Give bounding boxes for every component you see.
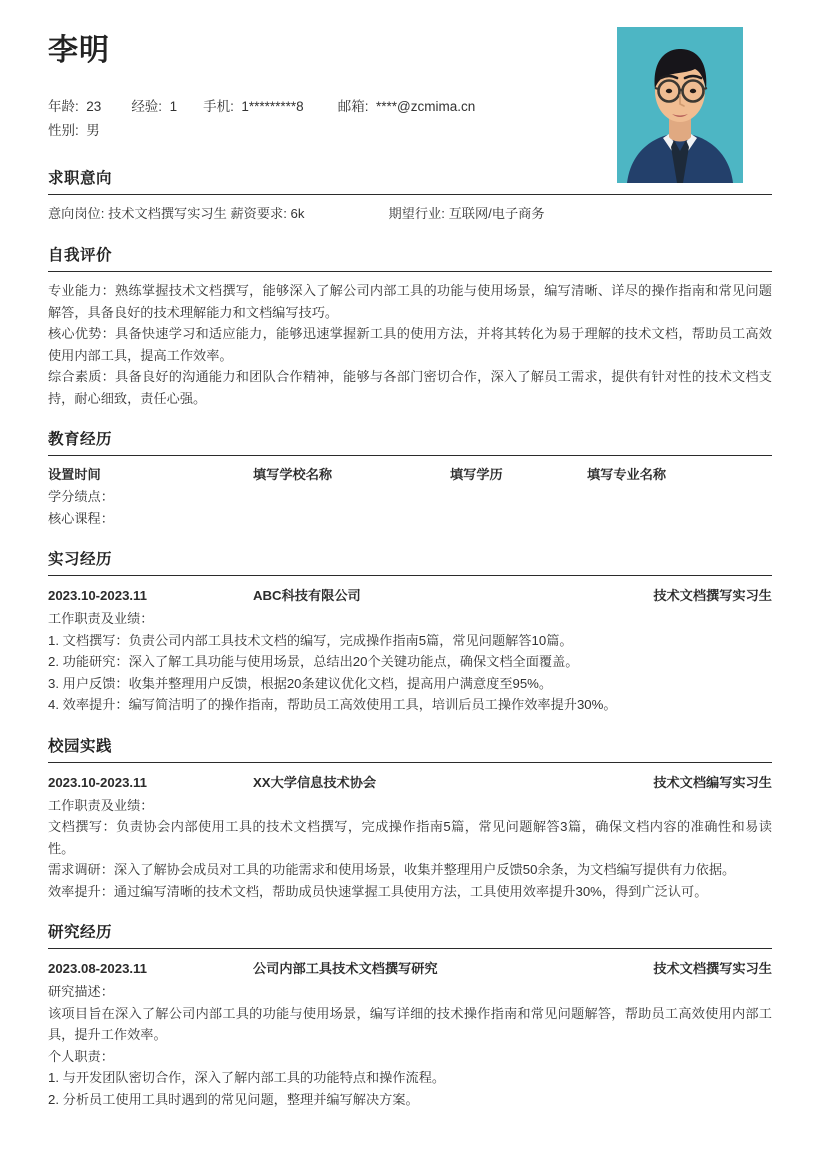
candidate-name: 李明 [48, 34, 110, 67]
education-major-column: 填写专业名称 [587, 467, 667, 482]
intent-position-label: 意向岗位: [48, 206, 105, 221]
section-title-internship: 实习经历 [48, 551, 113, 568]
phone-label: 手机: [203, 99, 234, 114]
spacer [48, 902, 772, 914]
intent-salary-value: 6k [290, 206, 305, 221]
research-duty-label: 个人职责： [48, 1048, 114, 1064]
candidate-photo [617, 27, 743, 183]
internship-bullet: 3. 用户反馈：收集并整理用户反馈，根据20条建议优化文档，提高用户满意度至95%。 [48, 675, 553, 691]
gender-field [48, 119, 100, 143]
section-divider [48, 948, 772, 949]
internship-bullet: 1. 文档撰写：负责公司内部工具技术文档的编写，完成操作指南5篇，常见问题解答10篇。 [48, 632, 573, 648]
experience-value: 1 [169, 99, 178, 114]
research-description: 该项目旨在深入了解公司内部工具的功能与使用场景，编写详细的技术操作指南和常见问题解答，帮助员工高效使用内部工具，提升工作效率。 [48, 1005, 772, 1042]
research-role: 技术文档撰写实习生 [653, 961, 772, 976]
self-evaluation-paragraph: 专业能力：熟练掌握技术文档撰写，能够深入了解公司内部工具的功能与使用场景，编写清晰、详尽的操作指南和常见问题解答，具备良好的技术理解能力和文档编写技巧。 [48, 283, 772, 320]
section-divider [48, 271, 772, 272]
section-title-self-evaluation: 自我评价 [48, 247, 113, 264]
email-field [338, 95, 476, 119]
section-divider [48, 762, 772, 763]
section-research [48, 920, 772, 1110]
section-title-job-intent: 求职意向 [48, 170, 113, 187]
phone-field [203, 95, 304, 119]
gender-label: 性别: [48, 123, 79, 138]
experience-field [131, 95, 177, 119]
campus-paragraph: 效率提升：通过编写清晰的技术文档，帮助成员快速掌握工具使用方法，工具使用效率提升30%，得到广泛认可。 [48, 883, 708, 899]
age-value: 23 [86, 99, 102, 114]
education-gpa-line: 学分绩点： [48, 489, 114, 504]
research-project: 公司内部工具技术文档撰写研究 [253, 961, 438, 976]
phone-value: 1*********8 [241, 99, 304, 114]
age-field [48, 95, 101, 119]
research-entry-header [48, 957, 772, 981]
intent-position-value: 技术文档撰写实习生 [108, 206, 227, 221]
internship-bullet: 2. 功能研究：深入了解工具功能与使用场景，总结出20个关键功能点，确保文档全面覆盖。 [48, 654, 579, 669]
section-title-research: 研究经历 [48, 924, 113, 941]
section-campus-practice [48, 734, 772, 903]
research-description-label: 研究描述： [48, 984, 114, 999]
age-label: 年龄: [48, 99, 79, 114]
education-school-column: 填写学校名称 [253, 467, 333, 482]
spacer [48, 409, 772, 421]
education-row [48, 464, 772, 486]
self-evaluation-paragraph: 综合素质：具备良好的沟通能力和团队合作精神，能够与各部门密切合作，深入了解员工需求，提供有针对性的技术文档支持，耐心细致，责任心强。 [48, 369, 772, 406]
campus-entry-header [48, 771, 772, 795]
self-evaluation-paragraph: 核心优势：具备快速学习和适应能力，能够迅速掌握新工具的使用方法，并将其转化为易于理解的技术文档，帮助员工高效使用内部工具，提高工作效率。 [48, 326, 772, 363]
section-self-evaluation [48, 243, 772, 409]
section-divider [48, 575, 772, 576]
section-divider [48, 194, 772, 195]
section-divider [48, 455, 772, 456]
research-duty: 1. 与开发团队密切合作，深入了解内部工具的功能特点和操作流程。 [48, 1070, 446, 1085]
campus-paragraph: 文档撰写：负责协会内部使用工具的技术文档撰写，完成操作指南5篇，常见问题解答3篇，确保文档内容的准确性和易读性。 [48, 819, 772, 856]
internship-date: 2023.10-2023.11 [48, 588, 148, 603]
internship-subtitle: 工作职责及业绩： [48, 611, 154, 626]
education-time-column: 设置时间 [48, 467, 101, 482]
intent-salary [230, 203, 304, 225]
section-title-campus-practice: 校园实践 [48, 737, 113, 755]
campus-role: 技术文档编写实习生 [653, 774, 772, 790]
spacer [48, 529, 772, 541]
intent-industry-label: 期望行业: [388, 206, 445, 221]
section-education [48, 427, 772, 529]
resume-header [48, 0, 772, 160]
research-duty: 2. 分析员工使用工具时遇到的常见问题，整理并编写解决方案。 [48, 1091, 419, 1107]
education-courses-line: 核心课程： [48, 510, 114, 526]
job-intent-row [48, 203, 772, 225]
intent-position [48, 203, 227, 225]
experience-label: 经验: [131, 99, 163, 114]
intent-industry-value: 互联网/电子商务 [448, 206, 545, 221]
research-date: 2023.08-2023.11 [48, 961, 148, 976]
section-internship [48, 547, 772, 716]
email-value: ****@zcmima.cn [375, 99, 476, 114]
intent-salary-label: 薪资要求: [230, 206, 287, 221]
intent-industry [388, 203, 544, 225]
internship-bullet: 4. 效率提升：编写简洁明了的操作指南，帮助员工高效使用工具，培训后员工操作效率提升30%。 [48, 697, 617, 712]
campus-date: 2023.10-2023.11 [48, 774, 148, 790]
internship-role: 技术文档撰写实习生 [653, 588, 772, 603]
internship-company: ABC科技有限公司 [253, 588, 361, 603]
spacer [48, 225, 772, 237]
gender-value: 男 [86, 123, 100, 138]
campus-subtitle: 工作职责及业绩： [48, 797, 154, 813]
section-title-education: 教育经历 [48, 431, 113, 448]
email-label: 邮箱: [337, 99, 369, 114]
spacer [48, 716, 772, 728]
campus-organization: XX大学信息技术协会 [253, 774, 377, 790]
portrait-illustration [617, 27, 743, 183]
campus-paragraph: 需求调研：深入了解协会成员对工具的功能需求和使用场景，收集并整理用户反馈50余条，为文档编写提供有力依据。 [48, 862, 736, 877]
internship-entry-header [48, 584, 772, 608]
education-degree-column: 填写学历 [450, 467, 503, 482]
